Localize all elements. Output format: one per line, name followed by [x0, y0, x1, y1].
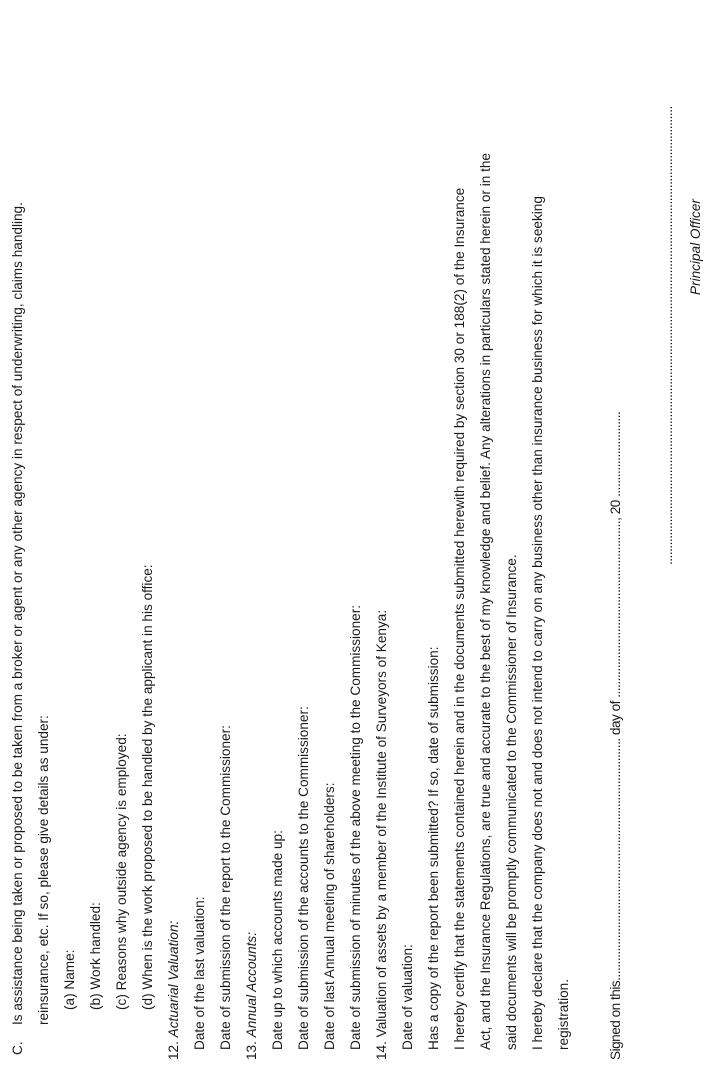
certify-line-3: said documents will be promptly communicated to the Commissioner of Insurance. — [504, 554, 519, 1050]
section-12-heading — [166, 921, 182, 1060]
section-12-number: 12. — [166, 1041, 181, 1060]
section-12-title: Actuarial Valuation: — [166, 920, 181, 1038]
section-13-accounts-submission: Date of submission of the accounts to the Commissioner: — [296, 706, 311, 1050]
signed-on-line: Signed on this.......................................................................... day of ......................................................, 20 .......................... — [608, 411, 623, 1060]
section-13-title: Annual Accounts: — [244, 932, 259, 1038]
section-14-report-submitted: Has a copy of the report been submitted? If so, date of submission: — [426, 646, 441, 1050]
item-c-text-line-2: reinsurance, etc. If so, please give details as under: — [36, 715, 51, 1025]
signature-line: ............................................................................................................................................ — [660, 106, 675, 565]
section-13-minutes-submission: Date of submission of minutes of the above meeting to the Commissioner: — [348, 604, 363, 1050]
certify-line-1: I hereby certify that the statements contained herein and in the documents submitted herewith required by section 30 or 188(2) of the Insurance — [452, 187, 467, 1050]
item-c-when: (d) When is the work proposed to be handled by the applicant in his office: — [140, 564, 155, 1010]
section-13-accounts-up-to: Date up to which accounts made up: — [270, 830, 285, 1050]
section-12-report-submission: Date of submission of the report to the Commissioner: — [218, 725, 233, 1050]
section-14-heading: 14. Valuation of assets by a member of the Institute of Surveyors of Kenya: — [374, 609, 389, 1060]
section-13-heading — [244, 932, 260, 1060]
certify-line-2: Act, and the Insurance Regulations, are true and accurate to the best of my knowledge and belief. Any alterations in particulars stated herein or in the — [478, 153, 493, 1050]
item-c-name: (a) Name: — [62, 949, 77, 1010]
item-c-reasons: (c) Reasons why outside agency is employed: — [114, 733, 129, 1010]
item-c-work-handled: (b) Work handled: — [88, 902, 103, 1010]
section-12-last-valuation: Date of the last valuation: — [192, 896, 207, 1050]
item-c-letter: C. — [10, 1041, 25, 1055]
section-13-last-agm: Date of last Annual meeting of shareholders: — [322, 782, 337, 1050]
section-13-number: 13. — [244, 1041, 259, 1060]
section-14-date-of-valuation: Date of valuation: — [400, 944, 415, 1050]
principal-officer-label: Principal Officer — [688, 199, 703, 295]
declare-line-2: registration. — [556, 978, 571, 1050]
item-c-text-line-1: Is assistance being taken or proposed to be taken from a broker or agent or any other agency in respect of underwriting, claims handling. — [10, 202, 25, 1025]
declare-line-1: I hereby declare that the company does not and does not intend to carry on any business other than insurance business for which it is seeking — [530, 196, 545, 1050]
